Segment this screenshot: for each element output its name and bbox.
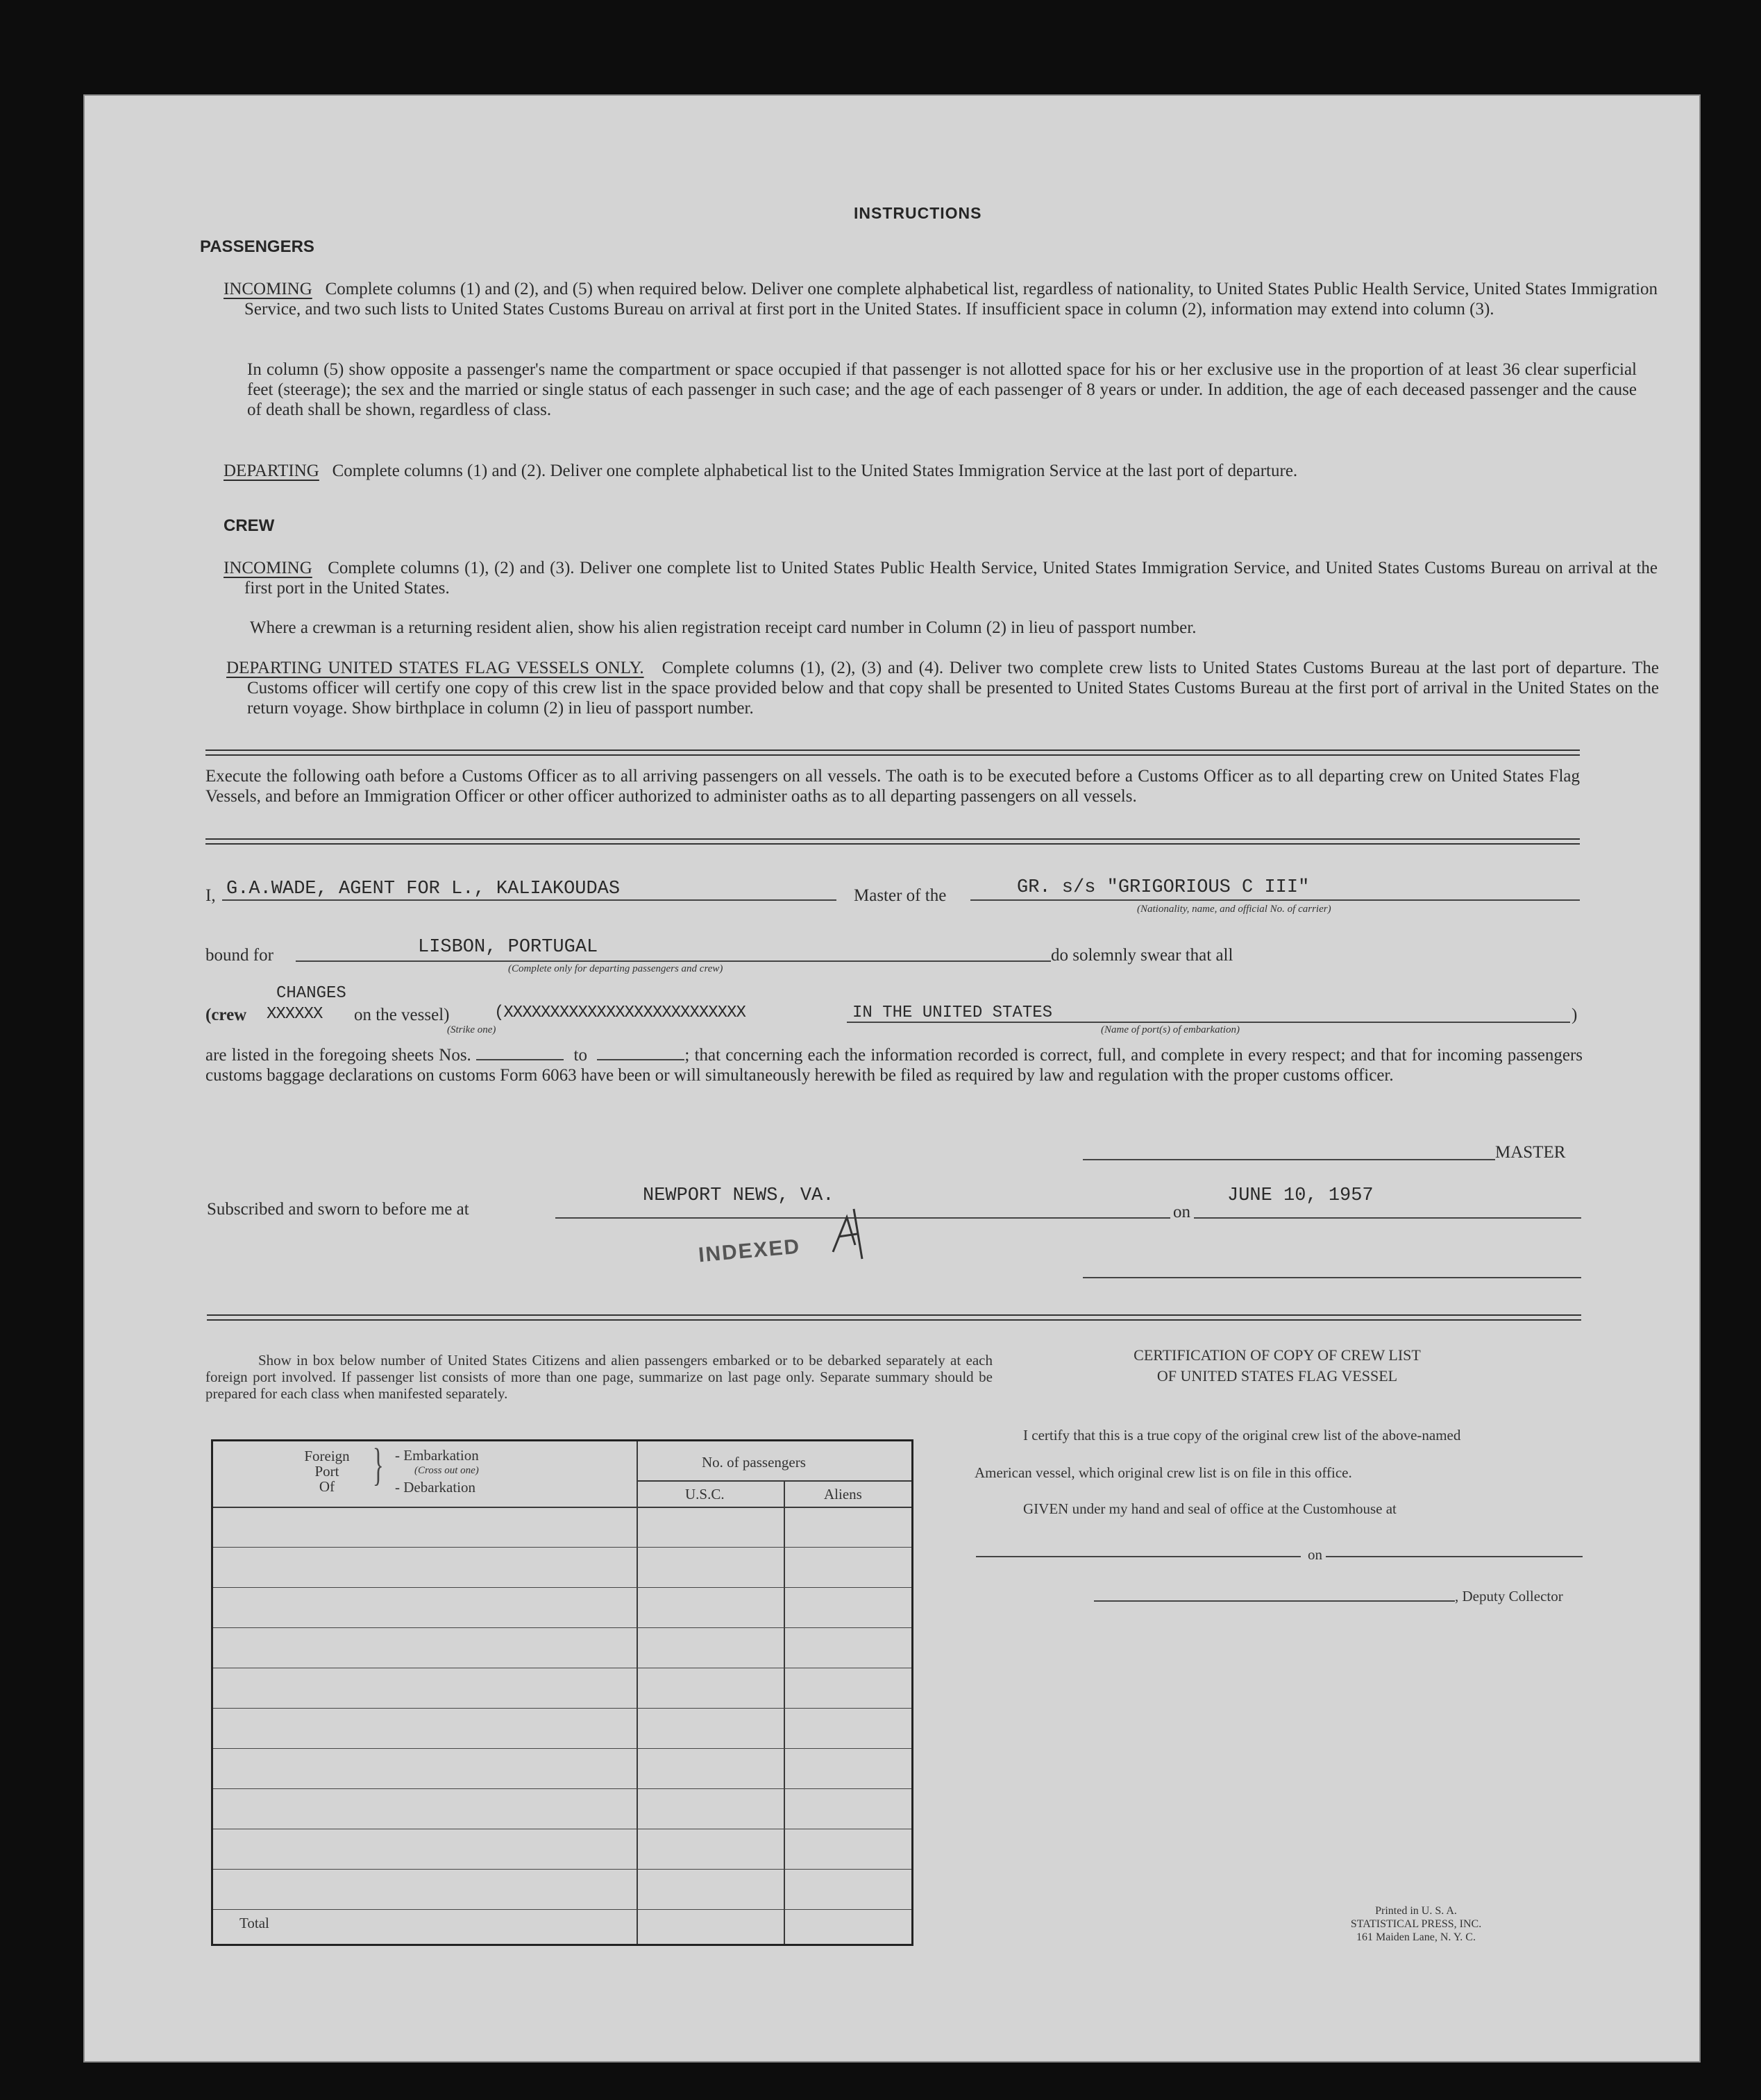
summary-intro: Show in box below number of United States Citizens and alien passengers embarked or to be debarked separately at each foreign port involved. If passenger list consists of more than one page, summarize on last page only. Separate summary should be prepared for each class when manifested separately. <box>205 1352 993 1402</box>
struck-port-text: (XXXXXXXXXXXXXXXXXXXXXXXXXX <box>494 1004 745 1022</box>
certification-text-2: American vessel, which original crew list is on file in this office. <box>975 1464 1352 1481</box>
certification-text-3: GIVEN under my hand and seal of office at the Customhouse at <box>1023 1500 1397 1517</box>
changes-value: CHANGES <box>276 984 346 1003</box>
sheet-to-field[interactable] <box>597 1059 684 1060</box>
on-vessel-text: on the vessel) <box>354 1006 450 1024</box>
to-label: to <box>573 1046 587 1065</box>
bound-for-label: bound for <box>205 946 273 965</box>
port-value: IN THE UNITED STATES <box>852 1004 1053 1022</box>
departing-text: Complete columns (1) and (2). Deliver one complete alphabetical list to the United States Immigration Service at the last port of departure. <box>332 462 1298 480</box>
certification-title-line-1: CERTIFICATION OF COPY OF CREW LIST <box>1134 1346 1421 1364</box>
certification-title <box>1083 1345 1472 1387</box>
subscribed-date: JUNE 10, 1957 <box>1227 1185 1374 1206</box>
printer-line-2: STATISTICAL PRESS, INC. <box>1350 1918 1482 1930</box>
cross-out-label: (Cross out one) <box>414 1465 479 1476</box>
incoming-text: Complete columns (1) and (2), and (5) when required below. Deliver one complete alphabetical list, regardless of nationality, to United States Public Health Service, United States Immigration Service, and two such lists to United States Customs Bureau on arrival at first port in the United States. If insufficient space in column (2), information may extend into column (3). <box>244 280 1658 319</box>
subscribed-on-label: on <box>1173 1203 1190 1221</box>
bound-for-line <box>296 960 1051 962</box>
table-row <box>213 1748 911 1749</box>
table-row <box>213 1909 911 1910</box>
listed-paragraph <box>205 1045 1583 1085</box>
customhouse-line[interactable] <box>976 1556 1301 1557</box>
certification-on-label: on <box>1308 1546 1322 1563</box>
passenger-summary-box <box>211 1439 913 1946</box>
certification-title-line-2: OF UNITED STATES FLAG VESSEL <box>1156 1367 1398 1385</box>
subscribed-date-line <box>1194 1217 1581 1219</box>
port-caption: (Name of port(s) of embarkation) <box>1101 1024 1240 1035</box>
master-signature-line[interactable] <box>1083 1159 1495 1160</box>
bound-for-caption: (Complete only for departing passengers and crew) <box>508 963 723 974</box>
resident-alien-paragraph: Where a crewman is a returning resident alien, show his alien registration receipt card number in Column (2) in lieu of passport number. <box>250 618 1197 637</box>
table-row <box>213 1627 911 1628</box>
table-row <box>213 1708 911 1709</box>
listed-text-1: are listed in the foregoing sheets Nos. <box>205 1046 471 1065</box>
crew-departing-label: DEPARTING UNITED STATES FLAG VESSELS ONLY. <box>226 659 644 677</box>
i-label: I, <box>205 886 216 905</box>
subscribed-place: NEWPORT NEWS, VA. <box>643 1185 834 1206</box>
crew-heading: CREW <box>224 516 275 535</box>
subscribed-label: Subscribed and sworn to before me at <box>207 1200 469 1219</box>
oath-intro: Execute the following oath before a Customs Officer as to all arriving passengers on all vessels. The oath is to be executed before a Customs Officer as to all departing crew on United States Flag Vessels, and before an Immigration Officer or other officer authorized to administer oaths as to all departing passengers on all vessels. <box>205 767 1580 806</box>
bound-for-value: LISBON, PORTUGAL <box>418 937 598 958</box>
column-divider <box>784 1480 785 1944</box>
crew-departing-text: Complete columns (1), (2), (3) and (4). Deliver two complete crew lists to United States Customs Bureau at the last port of departure. The Customs officer will certify one copy of this crew list in the space provided below and that copy shall be presented to United States Customs Bureau at the first port of arrival in the United States on the return voyage. Show birthplace in column (2) in lieu of passport number. <box>247 659 1659 718</box>
table-row <box>213 1587 911 1588</box>
officer-signature-line[interactable] <box>1083 1277 1581 1278</box>
divider <box>205 750 1580 756</box>
foreign-port-of-label <box>294 1448 360 1494</box>
table-row <box>213 1788 911 1789</box>
no-of-passengers-label: No. of passengers <box>702 1454 806 1471</box>
master-of-label: Master of the <box>854 886 947 905</box>
debarkation-label: - Debarkation <box>395 1479 476 1496</box>
deputy-collector-line[interactable] <box>1094 1600 1455 1602</box>
swear-text: do solemnly swear that all <box>1051 946 1233 965</box>
crew-incoming-label: INCOMING <box>224 559 312 577</box>
passengers-departing-paragraph <box>224 461 1658 481</box>
of-word: Of <box>319 1478 335 1495</box>
crew-struck-text: XXXXXX <box>267 1005 323 1024</box>
listed-text-2: ; that concerning each the information recorded is correct, full, and complete in every respect; and that for incoming passengers customs baggage declarations on customs Form 6063 have been or will simultaneously herewith be filed as required by law and regulation with the proper customs officer. <box>205 1046 1583 1085</box>
certification-text-1: I certify that this is a true copy of the original crew list of the above-named <box>1023 1427 1461 1443</box>
departing-label: DEPARTING <box>224 462 319 480</box>
sheet-from-field[interactable] <box>476 1059 564 1060</box>
crew-prefix: (crew <box>205 1006 247 1024</box>
close-paren: ) <box>1572 1006 1578 1024</box>
printer-line-1: Printed in U. S. A. <box>1375 1905 1457 1917</box>
brace-icon: } <box>372 1439 384 1490</box>
certification-date-line[interactable] <box>1326 1556 1583 1557</box>
vessel-value: GR. s/s "GRIGORIOUS C III" <box>1017 877 1310 898</box>
table-row <box>213 1869 911 1870</box>
crew-incoming-paragraph <box>224 558 1658 598</box>
printer-imprint <box>1326 1904 1506 1944</box>
vessel-line <box>970 899 1580 901</box>
port-word: Port <box>314 1463 339 1480</box>
passengers-heading: PASSENGERS <box>200 237 314 256</box>
column5-paragraph: In column (5) show opposite a passenger's name the compartment or space occupied if that passenger is not allotted space for his or her exclusive use in the proportion of at least 36 clear superficial feet (steerage); the sex and the married or single status of each passenger in such case; and the age of each passenger of 8 years or under. In addition, the age of each deceased passenger and the cause of death shall be shown, regardless of class. <box>247 360 1637 419</box>
master-name-line <box>222 899 836 901</box>
indexed-stamp: INDEXED <box>697 1235 802 1267</box>
initials-mark <box>826 1203 882 1266</box>
port-line <box>847 1022 1570 1023</box>
deputy-collector-label: , Deputy Collector <box>1455 1588 1563 1604</box>
strike-caption: (Strike one) <box>447 1024 496 1035</box>
crew-departing-paragraph <box>226 658 1659 718</box>
form-sheet <box>83 94 1701 2063</box>
header-bottom <box>213 1507 911 1508</box>
instructions-title: INSTRUCTIONS <box>854 204 982 222</box>
master-label: MASTER <box>1495 1143 1566 1162</box>
usc-label: U.S.C. <box>685 1486 725 1502</box>
divider <box>207 1314 1581 1321</box>
embarkation-label: - Embarkation <box>395 1447 479 1464</box>
printer-line-3: 161 Maiden Lane, N. Y. C. <box>1356 1931 1476 1943</box>
crew-incoming-text: Complete columns (1), (2) and (3). Deliver one complete list to United States Public Health Service, United States Immigration Service, and United States Customs Bureau on arrival at the first port in the United States. <box>244 559 1658 598</box>
header-divider <box>637 1480 911 1482</box>
table-row <box>213 1547 911 1548</box>
passengers-incoming-paragraph <box>224 279 1658 319</box>
foreign-word: Foreign <box>304 1448 350 1464</box>
divider <box>205 838 1580 845</box>
master-name-value: G.A.WADE, AGENT FOR L., KALIAKOUDAS <box>226 879 621 899</box>
incoming-label: INCOMING <box>224 280 312 298</box>
total-label: Total <box>239 1915 269 1931</box>
aliens-label: Aliens <box>824 1486 862 1502</box>
vessel-caption: (Nationality, name, and official No. of carrier) <box>1137 904 1331 915</box>
